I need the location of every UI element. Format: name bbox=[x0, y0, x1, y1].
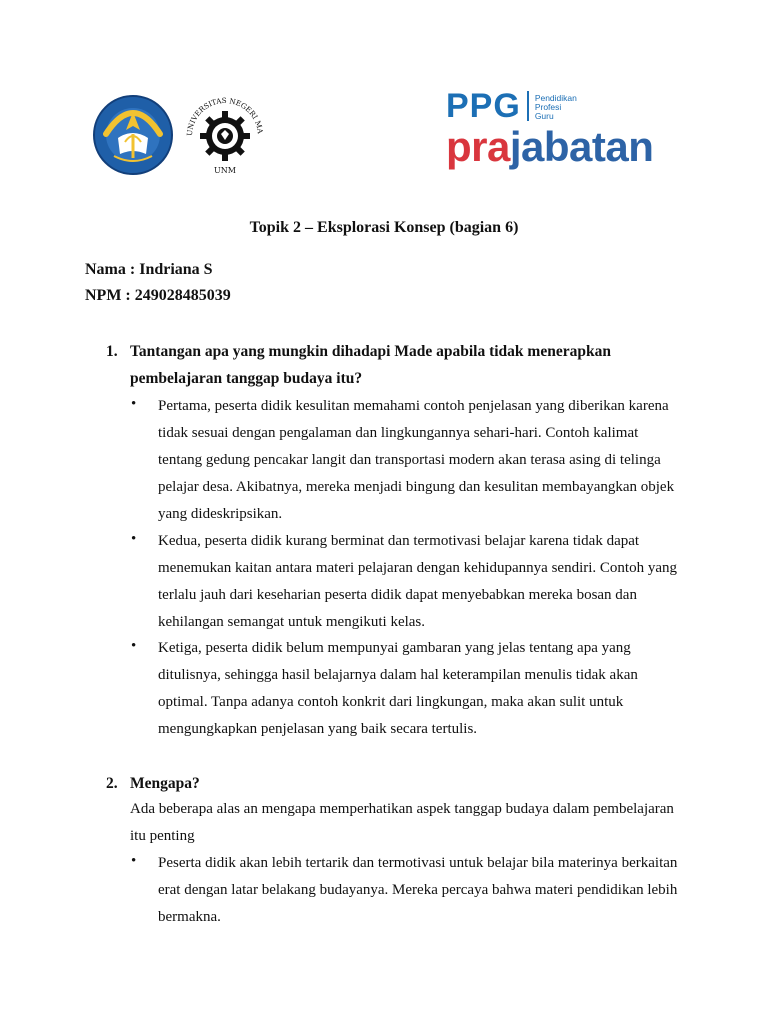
question-1-bullet-3: Ketiga, peserta didik belum mempunyai gambaran yang jelas tentang apa yang ditulisnya, sehingga hasil belajarnya dalam hal keterampilan menulis tidak akan optimal. Tanpa adanya contoh konkrit dari lingkungan, maka akan sulit untuk mengungkapkan penjelasan yang baik secara tertulis. bbox=[158, 640, 638, 737]
student-npm: NPM : 249028485039 bbox=[85, 287, 231, 304]
ppg-divider bbox=[527, 91, 529, 121]
question-2-text: Mengapa? bbox=[130, 775, 200, 792]
ppg-wordmark: PPG bbox=[446, 87, 521, 125]
bullet-icon: • bbox=[131, 531, 137, 547]
kemdikbud-logo bbox=[92, 94, 174, 176]
unm-logo bbox=[182, 92, 268, 176]
unm-ring-text: UNIVERSITAS NEGERI MA bbox=[184, 95, 265, 137]
tut-wuri-handayani-emblem-icon bbox=[92, 94, 174, 176]
question-2-intro: Ada beberapa alas an mengapa memperhatikan aspek tanggap budaya dalam pembelajaran itu penting bbox=[130, 801, 674, 844]
question-2-number: 2. bbox=[106, 775, 118, 792]
question-1-bullet-1: Pertama, peserta didik kesulitan memahami contoh penjelasan yang diberikan karena tidak sesuai dengan pengalaman dan lingkungannya sehari-hari. Contoh kalimat tentang gedung pencakar langit dan transportasi modern akan terasa asing di telinga pelajar desa. Akibatnya, mereka menjadi bingung dan kesulitan membayangkan objek yang dideskripsikan. bbox=[158, 398, 675, 522]
prajabatan-wordmark: prajabatan bbox=[446, 123, 654, 170]
unm-emblem-icon bbox=[182, 92, 268, 176]
question-2-bullet-1: Peserta didik akan lebih tertarik dan termotivasi untuk belajar bila materinya berkaitan erat dengan latar belakang budayanya. Mereka percaya bahwa materi pendidikan lebih bermakna. bbox=[158, 855, 678, 925]
bullet-icon: • bbox=[131, 853, 137, 869]
bullet-icon: • bbox=[131, 396, 137, 412]
bullet-icon: • bbox=[131, 638, 137, 654]
unm-bottom-text: UNM bbox=[214, 166, 236, 175]
question-1-number: 1. bbox=[106, 343, 118, 360]
ppg-prajabatan-logo bbox=[446, 88, 656, 172]
student-name: Nama : Indriana S bbox=[85, 261, 213, 278]
question-1-bullet-2: Kedua, peserta didik kurang berminat dan termotivasi belajar karena tidak dapat menemukan kaitan antara materi pelajaran dengan kehidupannya sendiri. Contoh yang terlalu jauh dari keseharian peserta didik dapat menyebabkan mereka bosan dan kehilangan semangat untuk mengikuti kelas. bbox=[158, 533, 677, 630]
question-1-text: Tantangan apa yang mungkin dihadapi Made apabila tidak menerapkan pembelajaran tanggap budaya itu? bbox=[130, 343, 611, 387]
document-title: Topik 2 – Eksplorasi Konsep (bagian 6) bbox=[249, 219, 519, 236]
ppg-subtitle: Pendidikan Profesi Guru bbox=[534, 92, 577, 121]
